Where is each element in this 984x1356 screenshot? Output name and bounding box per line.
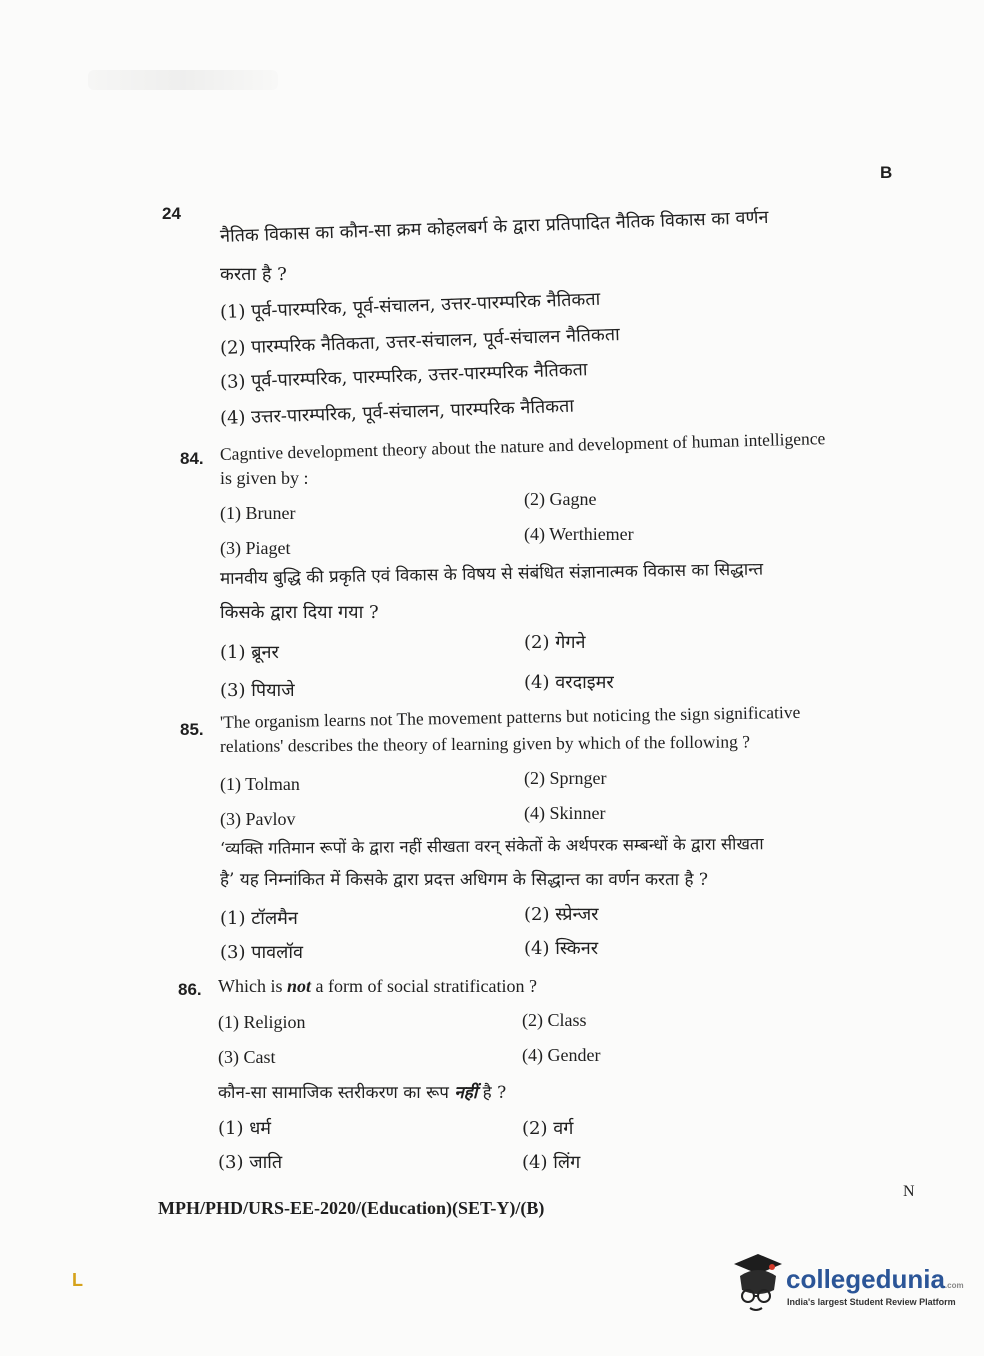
- brand-tagline: India's largest Student Review Platform: [787, 1297, 956, 1307]
- q83-hindi-line-2: करता है ?: [220, 264, 287, 285]
- page-number: 24: [162, 204, 181, 223]
- q86-hindi-option-2: (2) वर्ग: [522, 1118, 574, 1139]
- q84-hindi-line-1: मानवीय बुद्धि की प्रकृति एवं विकास के विषय से संबंधित संज्ञानात्मक विकास का सिद्धान्त: [219, 559, 764, 589]
- q84-number: 84.: [180, 449, 204, 468]
- q85-hindi-option-4: (4) स्किनर: [524, 938, 599, 959]
- q84-option-2: (2) Gagne: [524, 489, 597, 509]
- q86-option-3: (3) Cast: [218, 1047, 276, 1067]
- q84-option-3: (3) Piaget: [220, 538, 291, 558]
- scan-smudge: [88, 70, 278, 90]
- q86-number: 86.: [178, 980, 202, 999]
- q85-option-3: (3) Pavlov: [220, 809, 296, 829]
- q86-hindi-pre: कौन-सा सामाजिक स्तरीकरण का रूप: [218, 1083, 455, 1103]
- q86-hindi-question: [218, 1080, 506, 1103]
- q84-hindi-line-2: किसके द्वारा दिया गया ?: [220, 602, 379, 623]
- q85-hindi-option-3: (3) पावलॉव: [220, 942, 303, 963]
- q84-option-1: (1) Bruner: [220, 503, 296, 523]
- q85-question-line-2: relations' describes the theory of learning given by which of the following ?: [219, 731, 751, 756]
- q84-hindi-option-4: (4) वरदाइमर: [524, 672, 614, 693]
- q86-question-emph: not: [287, 976, 312, 996]
- q86-question-pre: Which is: [218, 976, 287, 996]
- q85-option-1: (1) Tolman: [220, 774, 300, 794]
- student-mascot-icon: [728, 1250, 788, 1320]
- q86-question: [218, 976, 537, 997]
- q86-hindi-post: है ?: [477, 1083, 507, 1103]
- q84-option-4: (4) Werthiemer: [524, 524, 634, 544]
- q85-number: 85.: [180, 720, 204, 739]
- brand-name: [786, 1264, 964, 1295]
- q85-option-4: (4) Skinner: [524, 803, 606, 823]
- q85-question-line-1: 'The organism learns not The movement patterns but noticing the sign significative: [219, 701, 801, 732]
- q85-hindi-option-1: (1) टॉलमैन: [220, 908, 298, 929]
- q85-hindi-line-2: है’ यह निम्नांकित में किसके द्वारा प्रदत्त अधिगम के सिद्धान्त का वर्णन करता है ?: [220, 870, 709, 890]
- q84-hindi-option-1: (1) ब्रूनर: [220, 642, 279, 663]
- q85-hindi-option-2: (2) स्प्रेन्जर: [524, 904, 599, 925]
- q86-hindi-emph: नहीं: [454, 1083, 478, 1103]
- q86-option-4: (4) Gender: [522, 1045, 601, 1065]
- q83-option-2: (2) पारम्परिक नैतिकता, उत्तर-संचालन, पूर्व-संचालन नैतिकता: [219, 324, 621, 359]
- scan-mark: L: [72, 1270, 83, 1290]
- q84-hindi-option-2: (2) गेगने: [524, 632, 586, 653]
- q84-hindi-option-3: (3) पियाजे: [220, 680, 295, 701]
- q86-hindi-option-3: (3) जाति: [218, 1152, 283, 1173]
- q84-question-line-2: is given by :: [220, 468, 309, 488]
- q83-hindi-line-1: नैतिक विकास का कौन-सा क्रम कोहलबर्ग के द्वारा प्रतिपादित नैतिक विकास का वर्णन: [219, 206, 769, 247]
- exam-code-footer: MPH/PHD/URS-EE-2020/(Education)(SET-Y)/(B): [158, 1198, 545, 1218]
- q86-option-1: (1) Religion: [218, 1012, 306, 1032]
- q85-hindi-line-1: ‘व्यक्ति गतिमान रूपों के द्वारा नहीं सीखता वरन् संकेतों के अर्थपरक सम्बन्धों के द्वारा सीखता: [219, 834, 764, 858]
- corner-mark: N: [903, 1183, 915, 1200]
- brand-suffix: .com: [944, 1281, 964, 1290]
- brand-name-text: collegedunia: [786, 1264, 945, 1294]
- set-letter: B: [880, 163, 893, 182]
- q86-hindi-option-4: (4) लिंग: [522, 1152, 581, 1173]
- q85-option-2: (2) Sprnger: [524, 768, 607, 788]
- q83-option-1: (1) पूर्व-पारम्परिक, पूर्व-संचालन, उत्तर-पारम्परिक नैतिकता: [219, 288, 601, 323]
- q86-question-post: a form of social stratification ?: [311, 976, 537, 996]
- q86-hindi-option-1: (1) धर्म: [218, 1118, 272, 1139]
- q83-option-3: (3) पूर्व-पारम्परिक, पारम्परिक, उत्तर-पारम्परिक नैतिकता: [219, 359, 588, 393]
- q86-option-2: (2) Class: [522, 1010, 587, 1030]
- q83-option-4: (4) उत्तर-पारम्परिक, पूर्व-संचालन, पारम्परिक नैतिकता: [219, 395, 575, 429]
- q84-question-line-1: Cagntive development theory about the nature and development of human intelligence: [219, 428, 826, 464]
